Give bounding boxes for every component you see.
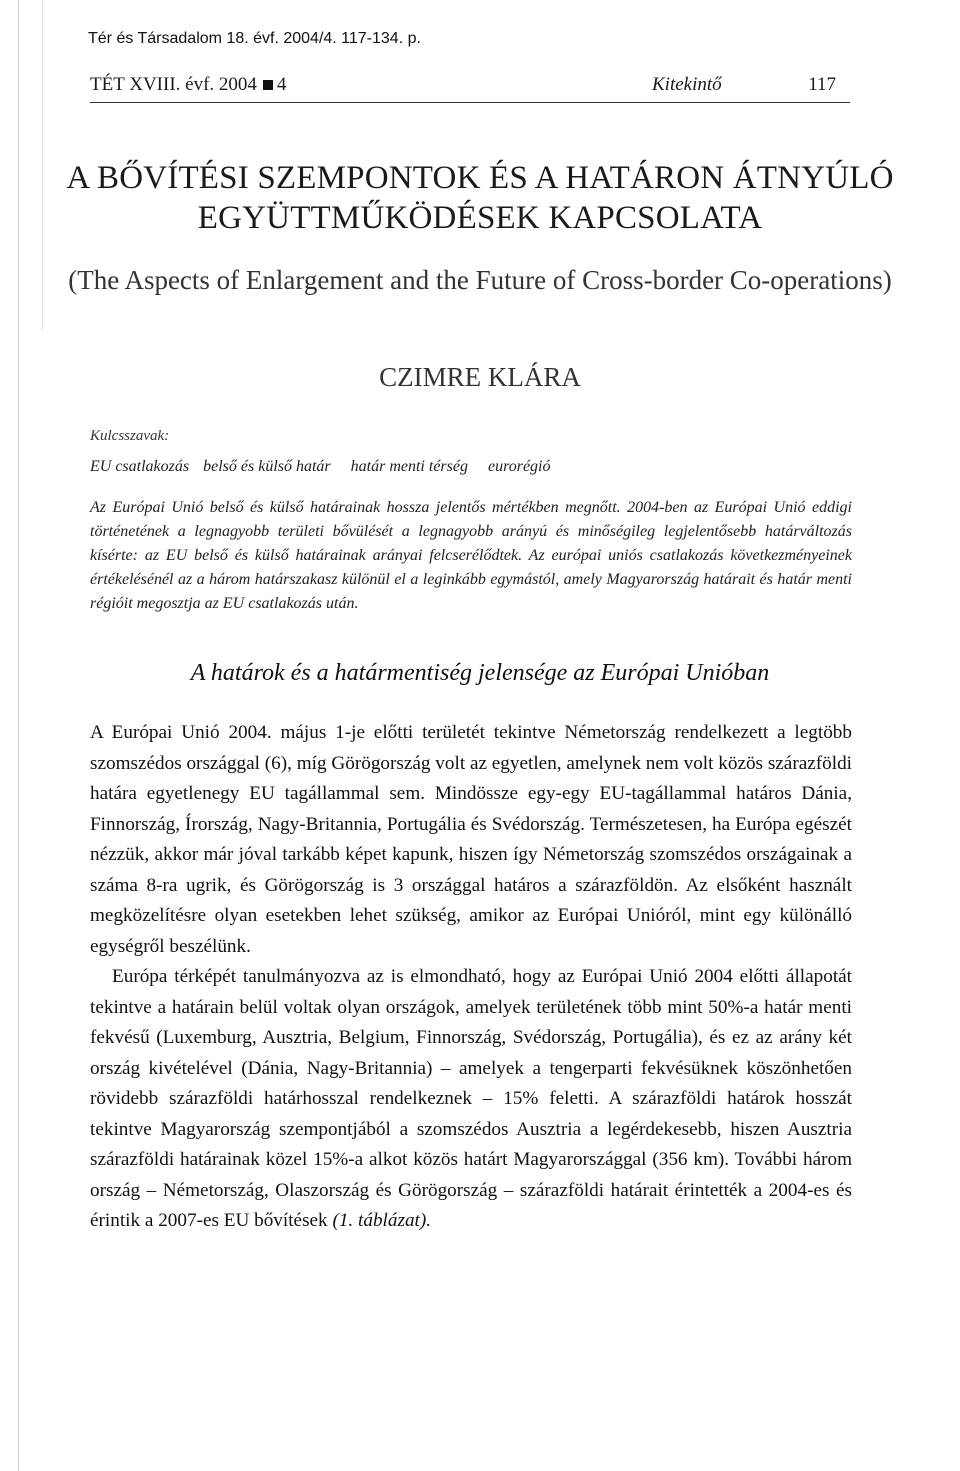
keyword-item: EU csatlakozás: [90, 458, 190, 475]
article-subtitle: (The Aspects of Enlargement and the Future of Cross-border Co-operations): [68, 265, 892, 295]
keywords-list: [90, 458, 567, 476]
table-reference: (1. táblázat).: [332, 1210, 432, 1231]
body-text: [90, 718, 852, 1237]
keywords-label: Kulcsszavak:: [90, 428, 170, 444]
article-title: A BŐVÍTÉSI SZEMPONTOK ÉS A HATÁRON ÁTNYÚLÓ EGYÜTTMŰKÖDÉSEK KAPCSOLATA: [66, 160, 894, 236]
author-name: CZIMRE KLÁRA: [379, 362, 581, 392]
paragraph: [90, 962, 852, 1237]
page-number: 117: [808, 74, 836, 95]
running-head-left: [90, 74, 286, 96]
square-bullet-icon: [263, 80, 273, 90]
running-head: [90, 74, 850, 103]
paragraph-text: Európa térképét tanulmányozva az is elmondható, hogy az Európai Unió 2004 előtti állapotát tekintve a határain belül voltak olyan országok, amelyek területének több mint 50%-a határ menti fekvésű (Luxemburg, Ausztria, Belgium, Finnország, Svédország, Portugália), és ez az arány két ország kivételével (Dánia, Nagy-Britannia) – amelyek a tengerparti fekvésüknek köszönhetően rövidebb szárazföldi határhosszal rendelkeznek – 15% feletti. A szárazföldi határok hosszát tekintve Magyarország szempontjából a szomszédos Ausztria a legérdekesebb, hiszen Ausztria szárazföldi határainak közel 15%-a alkot közös határt Magyarországgal (356 km). További három ország – Németország, Olaszország és Görögország – szárazföldi határait érintették a 2004-es és érintik a 2007-es EU bővítések: [90, 966, 852, 1231]
keyword-item: határ menti térség: [350, 458, 468, 475]
paragraph: A Európai Unió 2004. május 1-je előtti területét tekintve Németország rendelkezett a legtöbb szomszédos országgal (6), míg Görögország volt az egyetlen, amelynek nem volt közös szárazföldi határa egyetlenegy EU tagállammal sem. Mindössze egy-egy EU-tagállammal határos Dánia, Finnország, Írország, Nagy-Britannia, Portugália és Svédország. Természetesen, ha Európa egészét nézzük, akkor már jóval tarkább képet kapunk, hiszen így Németország szomszédos országainak a száma 8-ra ugrik, és Görögország is 3 országgal határos a szárazföldön. Az elsőként használt megközelítésre olyan esetekben lehet szükség, amikor az Európai Unióról, mint egy különálló egységről beszélünk.: [90, 722, 852, 957]
abstract: Az Európai Unió belső és külső határainak hossza jelentős mértékben megnőtt. 2004-ben az Európai Unió eddigi történetének a legnagyobb területi bővülését a legnagyobb arányú és minőségileg legjelentősebb határváltozás kísérte: az EU belső és külső határainak arányai felcserélődtek. Az európai uniós csatlakozás következményeinek értékelésénél az a három határszakasz különül el a leginkább egymástól, amely Magyarország határait és határ menti régióit megosztja az EU csatlakozás után.: [90, 499, 852, 612]
journal-citation: Tér és Társadalom 18. évf. 2004/4. 117-134. p.: [88, 30, 421, 47]
section-heading: A határok és a határmentiség jelensége az Európai Unióban: [190, 660, 770, 686]
journal-issue: TÉT XVIII. évf. 2004: [90, 74, 257, 95]
scan-edge-line: [18, 0, 19, 1471]
scan-edge-line-secondary: [42, 0, 43, 330]
keyword-item: eurorégió: [487, 458, 551, 475]
issue-number: 4: [276, 74, 287, 95]
section-label: Kitekintő: [652, 74, 722, 95]
keyword-item: belső és külső határ: [203, 458, 331, 475]
